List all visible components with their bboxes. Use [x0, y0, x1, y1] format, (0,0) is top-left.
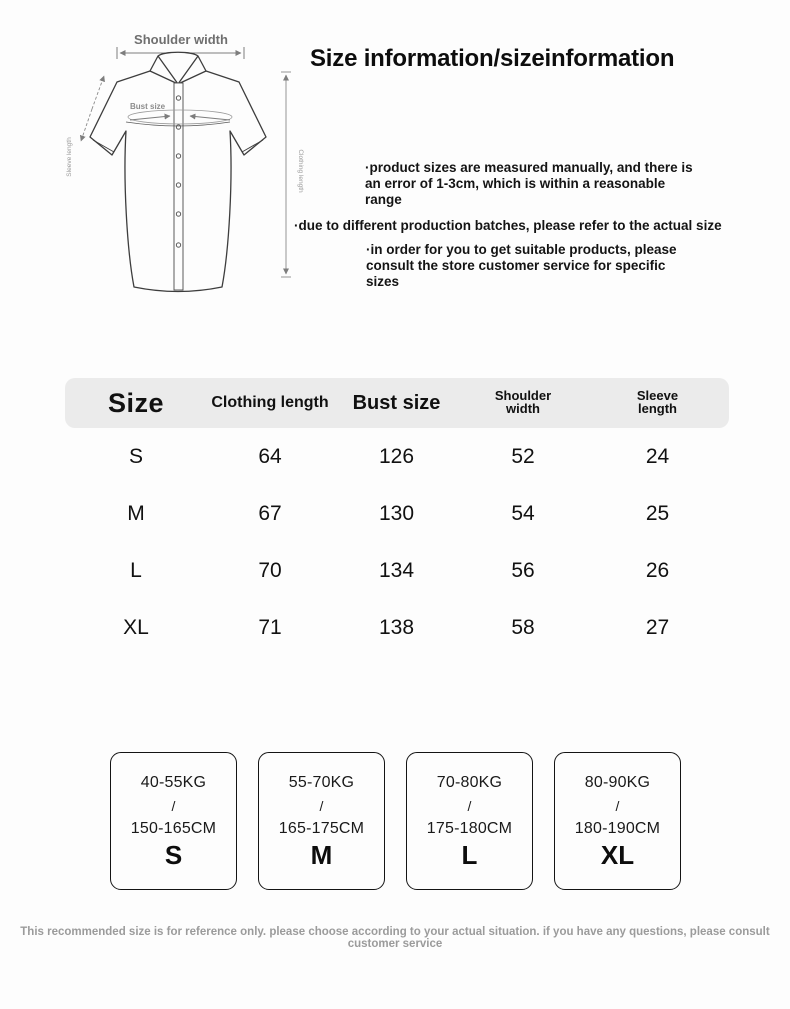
shirt-illustration: [60, 25, 310, 315]
height-range: 165-175CM: [278, 820, 365, 837]
clothing-length-arrow: [281, 72, 291, 277]
column-header-sleeve-length-text: Sleeve length: [636, 387, 679, 416]
row-shoulder-width: 58: [511, 615, 535, 639]
height-range: 175-180CM: [426, 820, 513, 837]
note-production-batches: ·due to different production batches, please refer to the actual size: [294, 218, 722, 233]
footer-note: This recommended size is for reference only. please choose according to your actual situation. if you have any questions, please consult customer service: [20, 926, 770, 950]
weight-range: 55-70KG: [288, 774, 355, 791]
separator-slash: /: [615, 798, 620, 814]
weight-range: 70-80KG: [436, 774, 503, 791]
size-recommendation-cards: [110, 752, 681, 890]
row-size-label: S: [128, 444, 143, 468]
table-row-xl: [65, 599, 729, 656]
recommended-size: M: [310, 840, 333, 870]
recommendation-card-xl: [554, 752, 681, 890]
height-range: 150-165CM: [130, 820, 217, 837]
shoulder-width-label: Shoulder width: [134, 32, 228, 47]
row-clothing-length: 70: [258, 558, 282, 582]
column-header-clothing-length: Clothing length: [211, 394, 329, 411]
recommendation-card-l: [406, 752, 533, 890]
note-measurement-error: ·product sizes are measured manually, and there is an error of 1-3cm, which is within a reasonable range: [365, 160, 693, 207]
note-consult-service: ·in order for you to get suitable products, please consult the store customer service for specific sizes: [366, 242, 677, 289]
size-table-header: [65, 378, 729, 428]
row-sleeve-length: 27: [645, 615, 670, 639]
column-header-shoulder-width: [460, 389, 586, 418]
table-row-s: [65, 428, 729, 485]
table-row-m: [65, 485, 729, 542]
column-header-size: Size: [107, 387, 165, 418]
row-shoulder-width: 56: [511, 558, 535, 582]
recommendation-card-s: [110, 752, 237, 890]
weight-range: 40-55KG: [140, 774, 207, 791]
row-sleeve-length: 24: [645, 444, 670, 468]
row-sleeve-length: 26: [645, 558, 670, 582]
recommended-size: S: [164, 840, 183, 870]
shirt-measurement-diagram: [60, 25, 310, 315]
row-clothing-length: 71: [258, 615, 282, 639]
row-clothing-length: 67: [258, 501, 282, 525]
separator-slash: /: [467, 798, 472, 814]
size-table: [65, 378, 729, 656]
recommended-size: L: [461, 840, 478, 870]
separator-slash: /: [171, 798, 176, 814]
row-shoulder-width: 52: [511, 444, 535, 468]
row-sleeve-length: 25: [645, 501, 670, 525]
column-header-sleeve-length: [586, 389, 729, 418]
clothing-length-label: Clothing length: [297, 149, 304, 193]
table-row-l: [65, 542, 729, 599]
row-bust-size: 130: [378, 501, 415, 525]
column-header-shoulder-width-text: Shoulder width: [494, 387, 552, 416]
sleeve-length-label: Sleeve length: [66, 137, 73, 177]
row-size-label: XL: [123, 615, 149, 639]
recommended-size: XL: [600, 840, 635, 870]
row-shoulder-width: 54: [511, 501, 535, 525]
separator-slash: /: [319, 798, 324, 814]
height-range: 180-190CM: [574, 820, 661, 837]
weight-range: 80-90KG: [584, 774, 651, 791]
button-placket: [174, 83, 183, 290]
page-title: Size information/sizeinformation: [310, 45, 675, 72]
row-bust-size: 138: [378, 615, 415, 639]
row-clothing-length: 64: [258, 444, 282, 468]
row-size-label: M: [127, 501, 145, 525]
row-bust-size: 126: [378, 444, 415, 468]
recommendation-card-m: [258, 752, 385, 890]
bust-size-label: Bust size: [130, 102, 166, 111]
row-size-label: L: [130, 558, 142, 582]
column-header-bust-size: Bust size: [352, 391, 441, 414]
row-bust-size: 134: [378, 558, 415, 582]
